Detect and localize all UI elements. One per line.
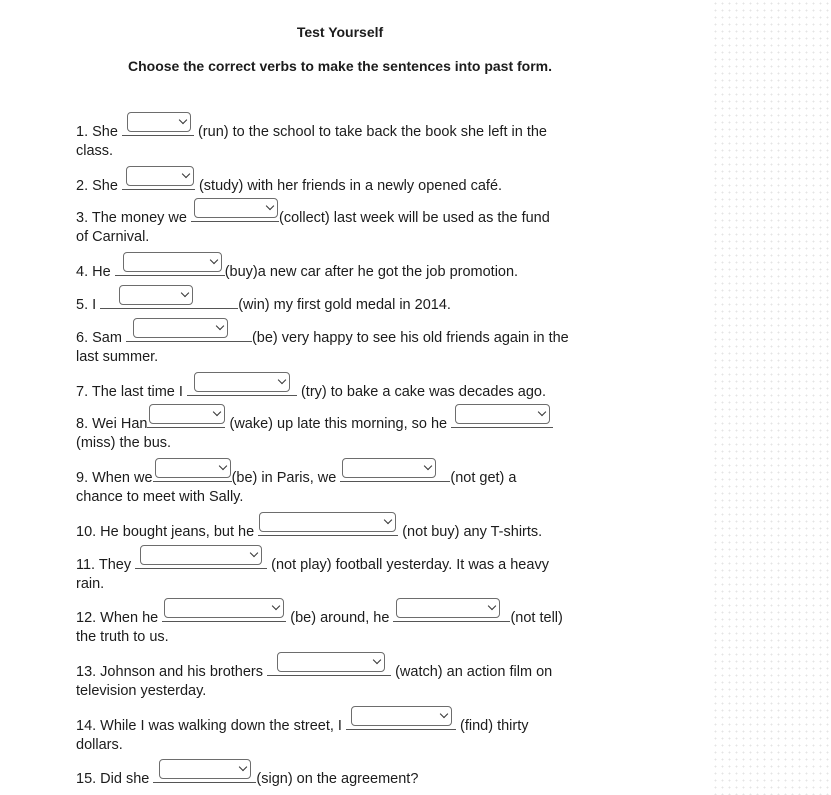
- answer-dropdown-5[interactable]: [119, 285, 193, 305]
- question-3: 3. The money we (collect) last week will be used as the fund: [76, 208, 550, 227]
- dotted-margin: [712, 0, 831, 795]
- answer-blank-15: [153, 769, 256, 783]
- question-8-cont: (miss) the bus.: [76, 435, 172, 451]
- question-6-cont: last summer.: [76, 349, 159, 365]
- question-12-cont: the truth to us.: [76, 629, 169, 645]
- question-11: 11. They (not play) football yesterday. It was a heavy: [76, 555, 549, 574]
- answer-blank-6: [126, 328, 252, 342]
- answer-blank-13: [267, 662, 391, 676]
- answer-dropdown-2[interactable]: [126, 166, 194, 186]
- chevron-down-icon: [181, 289, 189, 297]
- chevron-down-icon: [488, 602, 496, 610]
- question-1: 1. She (run) to the school to take back the book she left in the: [76, 122, 547, 141]
- answer-dropdown-6[interactable]: [133, 318, 228, 338]
- answer-blank-9a: [153, 468, 232, 482]
- answer-blank-4: [115, 262, 225, 276]
- answer-dropdown-12b[interactable]: [396, 598, 500, 618]
- question-13-cont: television yesterday.: [76, 683, 207, 699]
- chevron-down-icon: [179, 116, 187, 124]
- chevron-down-icon: [272, 602, 280, 610]
- answer-blank-1: [122, 122, 194, 136]
- question-7: 7. The last time I (try) to bake a cake was decades ago.: [76, 382, 546, 401]
- chevron-down-icon: [239, 763, 247, 771]
- answer-blank-10: [258, 522, 398, 536]
- answer-dropdown-9b[interactable]: [342, 458, 436, 478]
- question-13: 13. Johnson and his brothers (watch) an action film on: [76, 662, 552, 681]
- answer-blank-8b: [451, 414, 553, 428]
- answer-blank-14: [346, 716, 456, 730]
- chevron-down-icon: [216, 322, 224, 330]
- answer-dropdown-10[interactable]: [259, 512, 396, 532]
- question-6: 6. Sam (be) very happy to see his old friends again in the: [76, 328, 569, 347]
- answer-blank-7: [187, 382, 297, 396]
- question-9: 9. When we (be) in Paris, we (not get) a: [76, 468, 516, 487]
- answer-dropdown-11[interactable]: [140, 545, 262, 565]
- answer-blank-3: [191, 208, 279, 222]
- answer-dropdown-4[interactable]: [123, 252, 222, 272]
- answer-blank-9b: [340, 468, 450, 482]
- answer-blank-8a: [147, 414, 225, 428]
- question-15: 15. Did she (sign) on the agreement?: [76, 769, 418, 788]
- chevron-down-icon: [373, 656, 381, 664]
- question-5: 5. I (win) my first gold medal in 2014.: [76, 295, 451, 314]
- question-10: 10. He bought jeans, but he (not buy) any T-shirts.: [76, 522, 542, 541]
- question-8: 8. Wei Han (wake) up late this morning, so he: [76, 414, 553, 433]
- question-9-cont: chance to meet with Sally.: [76, 489, 244, 505]
- chevron-down-icon: [182, 170, 190, 178]
- answer-blank-12b: [393, 608, 510, 622]
- chevron-down-icon: [213, 408, 221, 416]
- question-11-cont: rain.: [76, 576, 105, 592]
- question-12: 12. When he (be) around, he (not tell): [76, 608, 563, 627]
- chevron-down-icon: [266, 202, 274, 210]
- answer-blank-2: [122, 176, 195, 190]
- chevron-down-icon: [209, 256, 217, 264]
- chevron-down-icon: [384, 516, 392, 524]
- answer-dropdown-1[interactable]: [127, 112, 191, 132]
- question-14: 14. While I was walking down the street, I (find) thirty: [76, 716, 529, 735]
- question-3-cont: of Carnival.: [76, 229, 150, 245]
- worksheet-title: Test Yourself: [296, 24, 384, 40]
- question-14-cont: dollars.: [76, 737, 123, 753]
- answer-dropdown-8b[interactable]: [455, 404, 550, 424]
- question-4: 4. He (buy)a new car after he got the job promotion.: [76, 262, 518, 281]
- answer-blank-12a: [162, 608, 286, 622]
- answer-dropdown-13[interactable]: [277, 652, 385, 672]
- chevron-down-icon: [424, 462, 432, 470]
- chevron-down-icon: [440, 710, 448, 718]
- chevron-down-icon: [250, 549, 258, 557]
- question-2: 2. She (study) with her friends in a newly opened café.: [76, 176, 502, 195]
- answer-blank-5: [100, 295, 238, 309]
- chevron-down-icon: [538, 408, 546, 416]
- question-1-cont: class.: [76, 143, 114, 159]
- chevron-down-icon: [278, 376, 286, 384]
- answer-dropdown-9a[interactable]: [155, 458, 231, 478]
- worksheet-instructions: Choose the correct verbs to make the sentences into past form.: [127, 58, 552, 74]
- answer-dropdown-7[interactable]: [194, 372, 290, 392]
- answer-dropdown-3[interactable]: [194, 198, 278, 218]
- answer-dropdown-15[interactable]: [159, 759, 251, 779]
- answer-dropdown-14[interactable]: [351, 706, 452, 726]
- answer-dropdown-8a[interactable]: [149, 404, 225, 424]
- answer-dropdown-12a[interactable]: [164, 598, 284, 618]
- answer-blank-11: [135, 555, 267, 569]
- chevron-down-icon: [218, 462, 226, 470]
